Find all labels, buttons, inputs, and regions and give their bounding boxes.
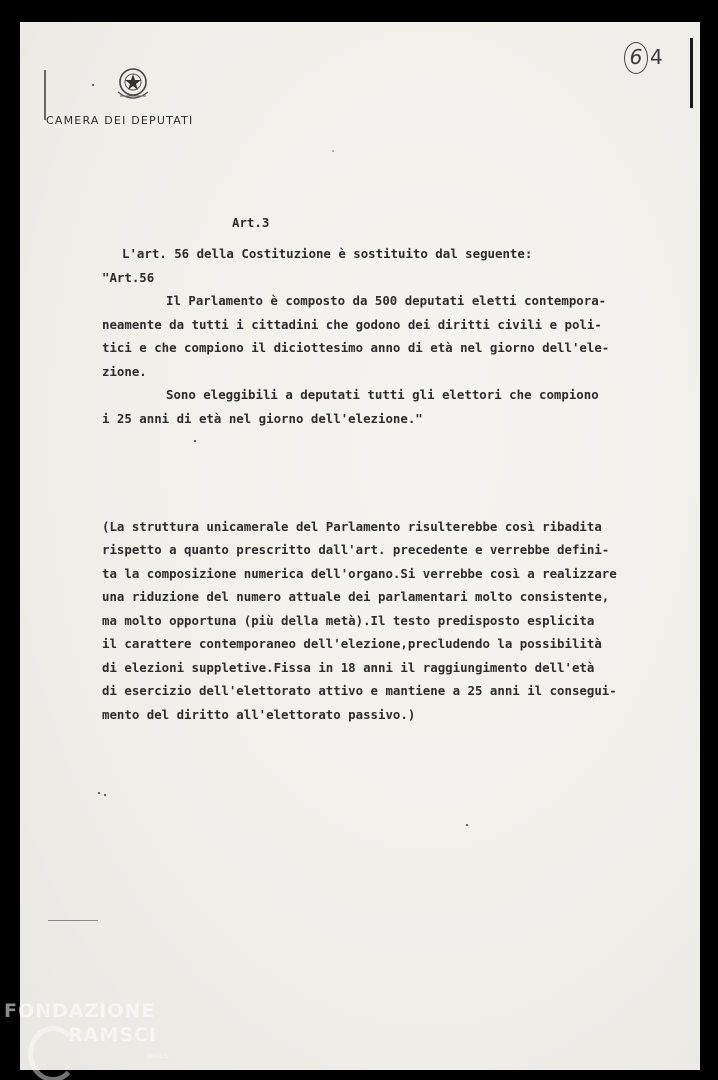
text-line: i 25 anni di età nel giorno dell'elezione." <box>102 411 423 426</box>
scan-speck <box>332 150 334 152</box>
scan-speck <box>104 794 106 796</box>
note-line: (La struttura unicamerale del Parlamento risulterebbe così ribadita <box>102 519 602 534</box>
page-number <box>624 42 663 74</box>
text-line: Sono eleggibili a deputati tutti gli elettori che compiono <box>166 387 599 402</box>
text-line: "Art.56 <box>102 270 155 285</box>
document-sheet <box>20 22 700 1070</box>
note-line: ma molto opportuna (più della metà).Il testo predisposto esplicita <box>102 613 595 628</box>
text-line: L'art. 56 della Costituzione è sostituito dal seguente: <box>122 246 533 261</box>
text-line: zione. <box>102 364 147 379</box>
text-line: Il Parlamento è composto da 500 deputati eletti contempora- <box>166 293 607 308</box>
republic-emblem-icon <box>112 62 154 106</box>
watermark-line-3: onlus <box>147 1051 169 1060</box>
note-line: rispetto a quanto prescritto dall'art. precedente e verrebbe defini- <box>102 542 610 557</box>
note-line: di elezioni suppletive.Fissa in 18 anni il raggiungimento dell'età <box>102 660 595 675</box>
note-line: una riduzione del numero attuale dei parlamentari molto consistente, <box>102 589 610 604</box>
scan-speck <box>92 84 94 86</box>
watermark-line-1: FONDAZIONE <box>4 1000 156 1022</box>
scan-edge-mark <box>44 70 46 120</box>
watermark-line-2: RAMSCI <box>68 1024 157 1046</box>
article-heading: Art.3 <box>232 215 270 230</box>
text-line: tici e che compiono il diciottesimo anno di età nel giorno dell'ele- <box>102 340 610 355</box>
scan-speck <box>466 824 468 826</box>
circled-page-number: 6 <box>624 42 648 74</box>
scan-edge-mark <box>690 38 693 108</box>
scan-speck <box>194 440 196 442</box>
handwritten-page-number: 4 <box>650 45 663 69</box>
text-line: neamente da tutti i cittadini che godono dei diritti civili e poli- <box>102 317 602 332</box>
scan-edge-mark <box>48 920 98 921</box>
note-line: mento del diritto all'elettorato passivo.) <box>102 707 416 722</box>
note-line: ta la composizione numerica dell'organo.Si verrebbe così a realizzare <box>102 566 617 581</box>
letterhead-title: CAMERA DEI DEPUTATI <box>46 114 194 127</box>
scan-speck <box>98 792 100 794</box>
note-line: il carattere contemporaneo dell'elezione,precludendo la possibilità <box>102 636 602 651</box>
note-line: di esercizio dell'elettorato attivo e mantiene a 25 anni il consegui- <box>102 683 617 698</box>
